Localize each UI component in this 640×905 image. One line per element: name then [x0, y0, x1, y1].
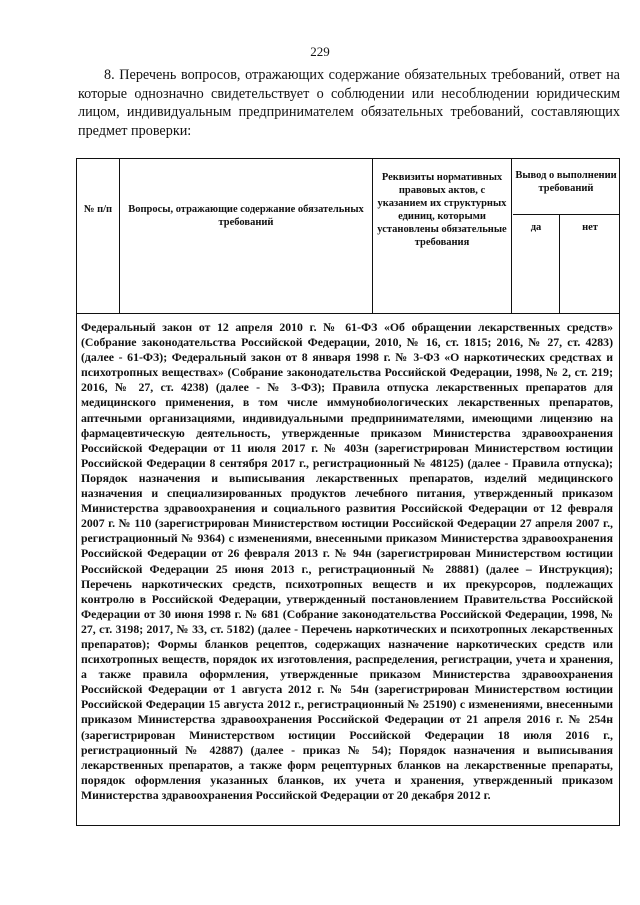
header-number: № п/п [83, 204, 113, 215]
header-questions: Вопросы, отражающие содержание обязательных требований [128, 204, 364, 228]
header-requisites: Реквизиты нормативных правовых актов, с указанием их структурных единиц, которыми установлены обязательные требования [377, 172, 507, 248]
header-separator [513, 214, 620, 215]
page-number: 229 [310, 44, 330, 59]
checklist-table [76, 158, 620, 826]
intro-paragraph: 8. Перечень вопросов, отражающих содержание обязательных требований, ответ на которые однозначно свидетельствует о соблюдении или несоблюдении юридическим лицом, индивидуальным предпринимателем обязательных требований, составляющих предмет проверки: [78, 67, 620, 139]
column-divider [119, 159, 120, 313]
column-divider [559, 214, 560, 313]
header-output: Вывод о выполнении требований [515, 170, 617, 194]
column-divider [372, 159, 373, 313]
header-yes: да [530, 222, 542, 233]
table-header [77, 159, 619, 314]
column-divider [511, 159, 512, 313]
table-body-text: Федеральный закон от 12 апреля 2010 г. № 61-ФЗ «Об обращении лекарственных средств» (Собрание законодательства Российской Федерации, 2010, № 16, ст. 1815; 2016, № 27, ст. 4283) (далее - 61-ФЗ); Федеральный закон от 8 января 1998 г. № 3-ФЗ «О наркотических средствах и психотропных веществах» (Собрание законодательства Российской Федерации, 1998, № 2, ст. 219; 2016, № 27, ст. 4238) (далее - № 3-ФЗ); Правила отпуска лекарственных препаратов для медицинского применения, в том числе иммунобиологических лекарственных препаратов, аптечными организациями, индивидуальными предпринимателями, имеющими лицензию на фармацевтическую деятельность, утвержденные приказом Министерства здравоохранения Российской Федерации от 11 июля 2017 г. № 403н (зарегистрирован Министерством юстиции Российской Федерации 8 сентября 2017 г., регистрационный № 48125) (далее - Правила отпуска); Порядок назначения и выписывания лекарственных препаратов, изделий медицинского назначения и специализированных продуктов лечебного питания, утвержденный приказом Министерства здравоохранения и социального развития Российской Федерации от 12 февраля 2007 г. № 110 (зарегистрирован Министерством юстиции Российской Федерации 27 апреля 2007 г., регистрационный № 9364) с изменениями, внесенными приказом Министерства здравоохранения Российской Федерации от 26 февраля 2013 г. № 94н (зарегистрирован Министерством юстиции Российской Федерации 25 июня 2013 г., регистрационный № 28881) (далее – Инструкция); Перечень наркотических средств, психотропных веществ и их прекурсоров, подлежащих контролю в Российской Федерации, утвержденный постановлением Правительства Российской Федерации от 30 июня 1998 г. № 681 (Собрание законодательства Российской Федерации, 1998, № 27, ст. 3198; 2017, № 33, ст. 5182) (далее - Перечень наркотических и психотропных лекарственных препаратов); Формы бланков рецептов, содержащих назначение наркотических средств или психотропных веществ, порядок их изготовления, распределения, регистрации, учета и хранения, а также правила оформления, утвержденные приказом Министерства здравоохранения Российской Федерации от 1 августа 2012 г. № 54н (зарегистрирован Министерством юстиции Российской Федерации 15 августа 2012 г., регистрационный № 25190) с изменениями, внесенными приказом Министерства здравоохранения Российской Федерации от 21 апреля 2016 г. № 254н (зарегистрирован Министерством юстиции Российской Федерации 18 июля 2016 г., регистрационный № 42887) (далее - приказ № 54); Порядок назначения и выписывания лекарственных препаратов, а также форм рецептурных бланков на лекарственные препараты, порядок оформления указанных бланков, их учета и хранения, утвержденный приказом Министерства здравоохранения Российской Федерации от 20 декабря 2012 г. [81, 320, 613, 802]
header-no: нет [582, 222, 598, 233]
